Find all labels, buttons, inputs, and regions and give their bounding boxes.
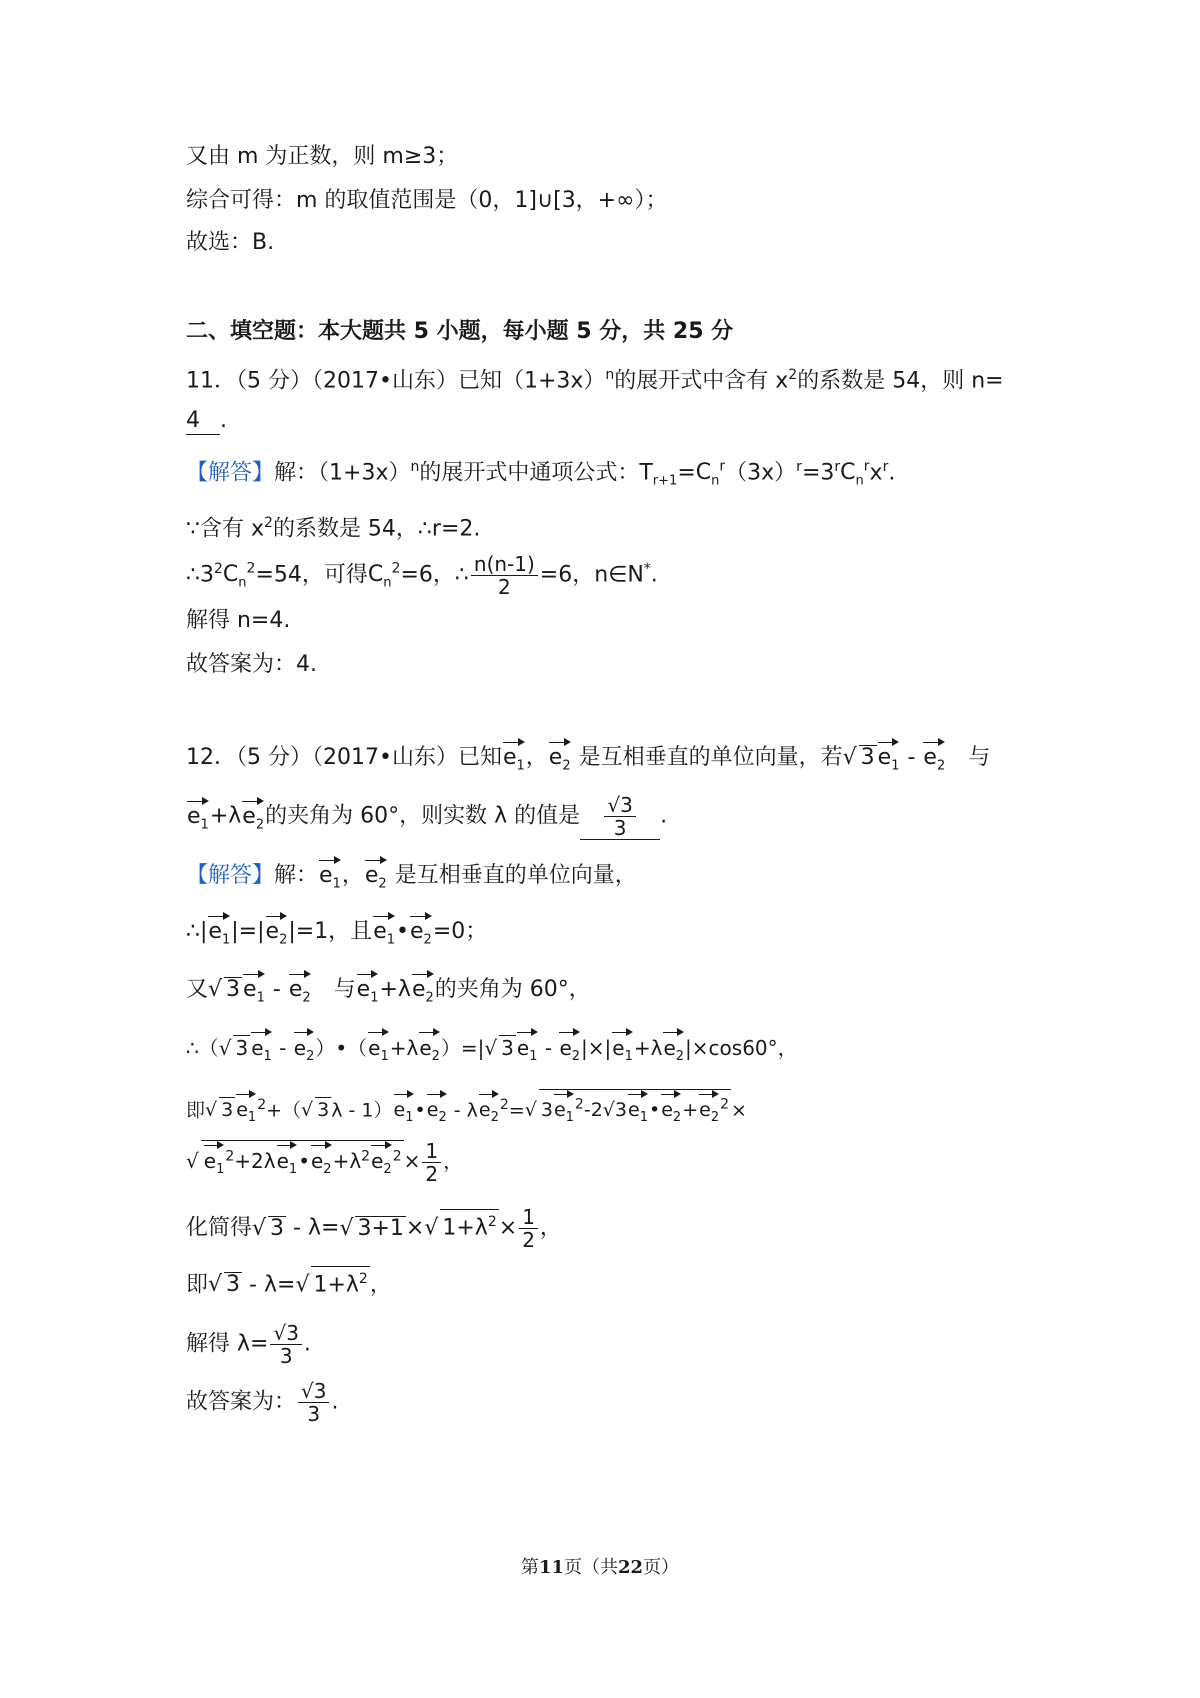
vector-e2: $e_2$ bbox=[419, 1028, 440, 1069]
question-11: 11．（5 分）（2017•山东）已知$(1+3x)^n$的展开式中含有 $x^2$的系数是 54，则 n= bbox=[186, 367, 1004, 394]
solution-12-line-10: 故答案为： $\frac{√3}{3}$ . bbox=[186, 1379, 339, 1426]
solution-12-line-7: 化简得√ 3 - λ=√ 3+1×√ $1+\lambda^2\times$ $\frac{1}{2}$ ， bbox=[186, 1205, 562, 1252]
vector-e1: $e_1$ bbox=[277, 1141, 298, 1182]
solution-12-line-8: 即√ 3 - λ=√ $1+\lambda^2$， bbox=[186, 1266, 1050, 1302]
solution-11-line-3: $\therefore 3^2C_n^2=54$，可得$C_n^2=6$，∴ $\frac{n(n-1)}{2}$ =6，n∈N*. bbox=[186, 551, 658, 599]
solution-11-line-5: 故答案为：4. bbox=[186, 652, 317, 677]
solution-11-line-2: ∵含有 $x^2$的系数是 54，∴r=2. bbox=[186, 515, 481, 542]
vector-e2: $e_2$ bbox=[549, 738, 571, 778]
sqrt-radicand: $3e_1^2-2√3e_1•e_2+e_2^2$ bbox=[539, 1089, 731, 1130]
solution-12-line-9: 解得 λ= $\frac{√3}{3}$ . bbox=[186, 1321, 311, 1368]
binomial-coefficient: $C_n^r$ bbox=[695, 459, 726, 489]
vector-e1: $e_1$ bbox=[612, 1028, 633, 1069]
sqrt: √ $1+\lambda^2$ bbox=[295, 1266, 369, 1302]
vector-e2: $e_2$ bbox=[266, 912, 288, 952]
solution-12-line-1: 【解答】解：$e_1$，$e_2$ 是互相垂直的单位向量， bbox=[186, 856, 1050, 896]
vector-e1: $e_1$ bbox=[368, 1028, 389, 1069]
question-12-line-1: 12．（5 分）（2017•山东）已知$e_1$，$e_2$ 是互相垂直的单位向量，若√ 3 $e_1 - e_2$ 与 bbox=[186, 738, 1050, 778]
solution-11-line-4: 解得 n=4. bbox=[186, 608, 291, 633]
vector-e2: $e_2$ bbox=[371, 1141, 392, 1182]
sqrt: √ $3e_1^2-2√3e_1•e_2+e_2^2$ bbox=[525, 1089, 731, 1130]
vector-e1: $e_1$ bbox=[373, 912, 395, 952]
answer-blank bbox=[580, 794, 660, 840]
vector-e2: $e_2$ bbox=[661, 1090, 681, 1130]
text-line bbox=[186, 140, 1050, 174]
vector-e2: $e_2$ bbox=[289, 970, 311, 1010]
fraction: $\frac{n(n-1)}{2}$ bbox=[471, 553, 538, 598]
sqrt-radicand: $1+\lambda^2$ bbox=[311, 1266, 369, 1297]
vector-e2: $e_2$ bbox=[311, 1141, 332, 1182]
page-number: 11 bbox=[538, 1557, 564, 1578]
fraction: $\frac{1}{2}$ bbox=[519, 1206, 538, 1251]
vector-e2: $e_2$ bbox=[410, 912, 432, 952]
vector-e1: $e_1$ bbox=[554, 1090, 574, 1130]
sqrt: √ 3 bbox=[252, 1215, 285, 1241]
text: 故选：B. bbox=[186, 230, 275, 255]
binomial-coefficient: $C_n^r$ bbox=[840, 459, 870, 489]
text-line bbox=[186, 184, 1050, 218]
fraction: $\frac{1}{2}$ bbox=[422, 1140, 441, 1185]
vector-e1: $e_1$ bbox=[394, 1090, 414, 1130]
vector-e1: $e_1$ bbox=[628, 1090, 648, 1130]
text-line bbox=[186, 226, 1050, 260]
vector-e1: $e_1$ bbox=[204, 1141, 225, 1182]
page-footer: 第11页（共22页） bbox=[520, 1557, 680, 1578]
fraction: $\frac{√3}{3}$ bbox=[298, 1380, 329, 1425]
text: 又由 m 为正数，则 m≥3； bbox=[186, 144, 459, 169]
vector-e1: $e_1$ bbox=[878, 738, 900, 778]
binomial-coefficient: $C_n^2$ bbox=[222, 561, 256, 591]
total-pages: 22 bbox=[618, 1557, 644, 1578]
vector-e1: $e_1$ bbox=[517, 1028, 538, 1069]
vector-e1: $e_1$ bbox=[236, 1090, 256, 1130]
sqrt: √ 3 bbox=[484, 1036, 514, 1060]
sqrt-radicand: $1+\lambda^2$ bbox=[440, 1209, 498, 1240]
fraction: $\frac{√3}{3}$ bbox=[604, 794, 635, 839]
vector-e2: $e_2$ bbox=[479, 1090, 499, 1130]
sqrt: √ 3 bbox=[301, 1099, 330, 1122]
vector-e2: $e_2$ bbox=[242, 797, 264, 837]
solution-11-line-1: 【解答】解：$(1+3x)^n$的展开式中通项公式：$T_{r+1}=C_n^r(3x)^r=3^rC_n^rx^r$. bbox=[186, 459, 896, 489]
question-11-answer-line: 4 . bbox=[186, 408, 227, 433]
vector-e2: $e_2$ bbox=[294, 1028, 315, 1069]
vector-e2: $e_2$ bbox=[412, 970, 434, 1010]
sqrt: √ 3 bbox=[205, 1099, 234, 1122]
fraction: $\frac{√3}{3}$ bbox=[270, 1322, 301, 1367]
sqrt: √ 3 bbox=[208, 1272, 241, 1298]
vector-e2: $e_2$ bbox=[663, 1028, 684, 1069]
sqrt: √ $1+\lambda^2$ bbox=[424, 1209, 498, 1245]
text: 综合可得：m 的取值范围是（0，1]∪[3，+∞）； bbox=[186, 188, 668, 213]
solution-12-line-2: $\therefore|e_1|=|e_2|=1$，且$e_1•e_2=0$； bbox=[186, 912, 1050, 952]
sqrt: √ 3 bbox=[218, 1036, 249, 1060]
vector-e1: $e_1$ bbox=[251, 1028, 272, 1069]
vector-e2: $e_2$ bbox=[559, 1028, 580, 1069]
sqrt: √ 3+1 bbox=[339, 1215, 404, 1241]
solution-12-line-4: ∴（√ 3 $e_1$ - $e_2)•(e_1+\lambda e_2)=|√$ 3 $e_1 - e_2|\times|e_1+\lambda e_2|\times\cos 60^\circ$， bbox=[186, 1028, 1050, 1069]
vector-e1: $e_1$ bbox=[357, 970, 379, 1010]
vector-e2: $e_2$ bbox=[365, 856, 387, 896]
vector-e1: $e_1$ bbox=[187, 797, 209, 837]
solution-tag: 【解答】 bbox=[186, 863, 275, 888]
question-12-line-2: $e_1+\lambda e_2$的夹角为 60°，则实数 λ 的值是 $\frac{√3}{3}$ . bbox=[187, 793, 668, 840]
answer-blank: 4 bbox=[186, 408, 220, 435]
vector-e1: $e_1$ bbox=[243, 970, 265, 1010]
vector-e2: $e_2$ bbox=[923, 738, 945, 778]
vector-e1: $e_1$ bbox=[319, 856, 341, 896]
vector-e1: $e_1$ bbox=[208, 912, 230, 952]
solution-12-line-5: 即√ 3 $e_1^2+(√$ 3 $\lambda - 1)e_1•e_2 - \lambda e_2^2=√$ $3e_1^2-2√3e_1•e_2+e_2^2$ × bbox=[186, 1088, 1050, 1130]
sqrt: √ 3 bbox=[842, 745, 875, 770]
vector-e2: $e_2$ bbox=[699, 1090, 719, 1130]
sqrt: √ 3 bbox=[208, 977, 241, 1002]
sqrt-radicand: $e_1^2+2\lambda e_1•e_2+\lambda^2e_2^2$ bbox=[201, 1140, 404, 1182]
solution-12-line-6: √ $e_1^2+2\lambda e_1•e_2+\lambda^2e_2^2$ × $\frac{1}{2}$ ， bbox=[186, 1139, 464, 1186]
vector-e1: $e_1$ bbox=[503, 738, 525, 778]
solution-12-line-3: 又√ 3 $e_1 - e_2$ 与$e_1+\lambda e_2$的夹角为 60°， bbox=[186, 970, 1050, 1010]
solution-tag: 【解答】 bbox=[186, 460, 275, 486]
sqrt: √ $e_1^2+2\lambda e_1•e_2+\lambda^2e_2^2$ bbox=[186, 1140, 404, 1182]
vector-e2: $e_2$ bbox=[427, 1090, 447, 1130]
binomial-coefficient: $C_n^2$ bbox=[367, 561, 401, 591]
section-heading: 二、填空题：本大题共 5 小题，每小题 5 分，共 25 分 bbox=[186, 319, 734, 344]
